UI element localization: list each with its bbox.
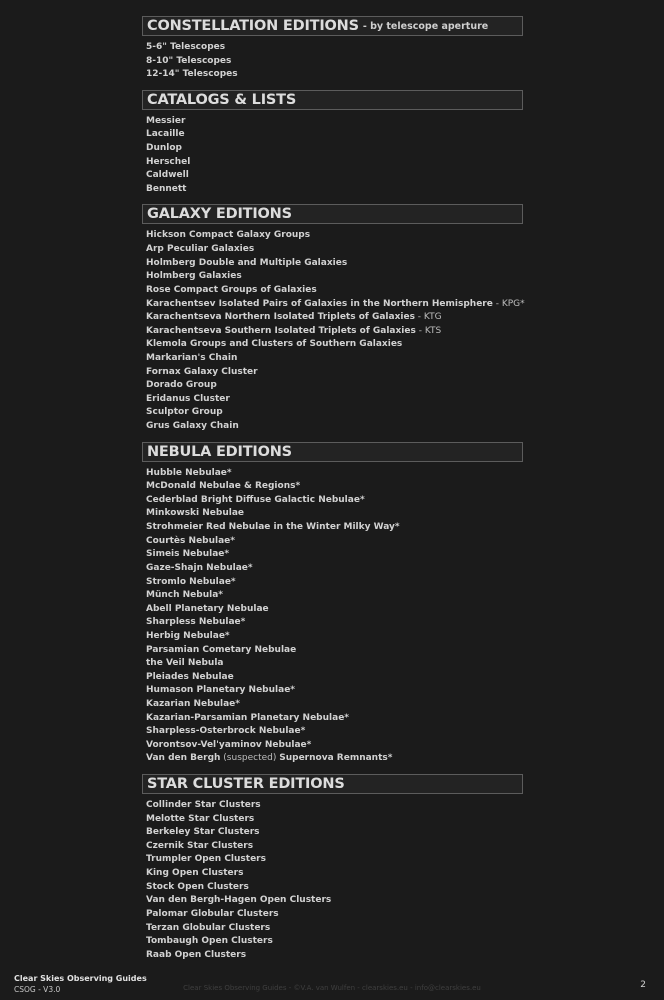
guide-link[interactable]: Cederblad Bright Diffuse Galactic Nebulae*	[146, 494, 365, 505]
section-header	[142, 774, 523, 794]
list-item	[146, 881, 523, 895]
guide-link[interactable]: Karachentsev Isolated Pairs of Galaxies in the Northern Hemisphere	[146, 298, 493, 309]
list-item	[146, 867, 523, 881]
section-constellation-editions	[142, 16, 523, 82]
guide-link[interactable]: Rose Compact Groups of Galaxies	[146, 284, 317, 295]
list-item	[146, 55, 523, 69]
list-item	[146, 712, 523, 726]
item-list	[142, 799, 523, 962]
list-item	[146, 41, 523, 55]
guide-link[interactable]: Tombaugh Open Clusters	[146, 936, 273, 947]
list-item	[146, 603, 523, 617]
guide-link[interactable]: 12-14" Telescopes	[146, 69, 238, 80]
guide-link[interactable]: Stock Open Clusters	[146, 881, 249, 892]
list-item	[146, 935, 523, 949]
list-item	[146, 494, 523, 508]
list-item	[146, 467, 523, 481]
guide-link[interactable]: Klemola Groups and Clusters of Southern Galaxies	[146, 339, 403, 350]
list-item	[146, 257, 523, 271]
guide-link[interactable]: Eridanus Cluster	[146, 393, 230, 404]
guide-link[interactable]: Trumpler Open Clusters	[146, 854, 266, 865]
guide-link[interactable]: Stromlo Nebulae*	[146, 576, 236, 587]
list-item	[146, 739, 523, 753]
guide-link[interactable]: Vorontsov-Vel'yaminov Nebulae*	[146, 739, 312, 750]
list-item	[146, 548, 523, 562]
guide-link[interactable]: Strohmeier Red Nebulae in the Winter Milky Way*	[146, 522, 400, 533]
list-item	[146, 853, 523, 867]
list-item	[146, 521, 523, 535]
item-list	[142, 229, 523, 433]
guide-link[interactable]: Hubble Nebulae*	[146, 467, 232, 478]
item-list	[142, 41, 523, 82]
item-note: (suspected)	[220, 753, 280, 764]
guide-link[interactable]: Karachentseva Northern Isolated Triplets of Galaxies	[146, 312, 415, 323]
guide-link[interactable]: Palomar Globular Clusters	[146, 908, 279, 919]
guide-link[interactable]: Sculptor Group	[146, 407, 223, 418]
guide-link[interactable]: Abell Planetary Nebulae	[146, 603, 269, 614]
guide-link[interactable]: Kazarian-Parsamian Planetary Nebulae*	[146, 712, 350, 723]
list-item	[146, 393, 523, 407]
item-list	[142, 115, 523, 197]
list-item	[146, 352, 523, 366]
guide-link[interactable]: King Open Clusters	[146, 868, 244, 879]
section-header	[142, 442, 523, 462]
guide-link[interactable]: Messier	[146, 115, 186, 126]
guide-link[interactable]: Dorado Group	[146, 380, 217, 391]
list-item	[146, 115, 523, 129]
footer-version: CSOG - V3.0	[14, 985, 61, 994]
list-item	[146, 894, 523, 908]
section-title: CATALOGS & LISTS	[147, 91, 297, 108]
list-item	[146, 325, 523, 339]
list-item	[146, 840, 523, 854]
guide-link[interactable]: Parsamian Cometary Nebulae	[146, 644, 297, 655]
guide-link[interactable]: Van den Bergh	[146, 753, 221, 764]
section-star-cluster-editions	[142, 774, 523, 962]
list-item	[146, 576, 523, 590]
list-item	[146, 311, 523, 325]
guide-index	[142, 16, 523, 970]
list-item	[146, 169, 523, 183]
list-item	[146, 507, 523, 521]
list-item	[146, 142, 523, 156]
guide-link[interactable]: Supernova Remnants*	[279, 753, 393, 764]
guide-link[interactable]: Markarian's Chain	[146, 352, 238, 363]
guide-link[interactable]: Münch Nebula*	[146, 590, 223, 601]
list-item	[146, 657, 523, 671]
guide-link[interactable]: Kazarian Nebulae*	[146, 698, 240, 709]
guide-link[interactable]: Fornax Galaxy Cluster	[146, 366, 258, 377]
guide-link[interactable]: Arp Peculiar Galaxies	[146, 244, 255, 255]
guide-link[interactable]: Czernik Star Clusters	[146, 840, 254, 851]
list-item	[146, 630, 523, 644]
section-title: STAR CLUSTER EDITIONS	[147, 776, 345, 793]
item-list	[142, 467, 523, 766]
guide-link[interactable]: Collinder Star Clusters	[146, 800, 261, 811]
list-item	[146, 128, 523, 142]
list-item	[146, 366, 523, 380]
list-item	[146, 480, 523, 494]
section-subtitle: - by telescope aperture	[362, 20, 489, 32]
list-item	[146, 379, 523, 393]
guide-link[interactable]: Herbig Nebulae*	[146, 630, 230, 641]
item-note: - KTG	[414, 312, 442, 323]
list-item	[146, 671, 523, 685]
guide-link[interactable]: Terzan Globular Clusters	[146, 922, 271, 933]
list-item	[146, 698, 523, 712]
item-note: - KTS	[415, 325, 442, 336]
list-item	[146, 420, 523, 434]
guide-link[interactable]: McDonald Nebulae & Regions*	[146, 481, 301, 492]
guide-link[interactable]: Caldwell	[146, 170, 189, 181]
list-item	[146, 229, 523, 243]
section-title: NEBULA EDITIONS	[147, 443, 292, 460]
guide-link[interactable]: Gaze-Shajn Nebulae*	[146, 562, 253, 573]
guide-link[interactable]: 5-6" Telescopes	[146, 42, 226, 52]
list-item	[146, 270, 523, 284]
guide-link[interactable]: Hickson Compact Galaxy Groups	[146, 230, 311, 241]
list-item	[146, 183, 523, 197]
page-number: 2	[640, 980, 646, 990]
guide-link[interactable]: Van den Bergh-Hagen Open Clusters	[146, 895, 332, 906]
list-item	[146, 949, 523, 963]
footer-credits: Clear Skies Observing Guides - ©V.A. van Wulfen - clearskies.eu - info@clearskies.eu	[183, 984, 481, 992]
list-item	[146, 908, 523, 922]
section-nebula-editions	[142, 442, 523, 766]
item-note: - KPG*	[492, 298, 525, 309]
guide-link[interactable]: Minkowski Nebulae	[146, 508, 244, 519]
guide-link[interactable]: Simeis Nebulae*	[146, 549, 230, 560]
list-item	[146, 284, 523, 298]
guide-link[interactable]: Holmberg Double and Multiple Galaxies	[146, 257, 348, 268]
guide-link[interactable]: Courtès Nebulae*	[146, 535, 235, 546]
guide-link[interactable]: 8-10" Telescopes	[146, 55, 232, 66]
section-header	[142, 90, 523, 110]
guide-link[interactable]: Melotte Star Clusters	[146, 813, 255, 824]
guide-link[interactable]: Karachentseva Southern Isolated Triplets of Galaxies	[146, 325, 416, 336]
guide-link[interactable]: Bennett	[146, 183, 187, 194]
guide-link[interactable]: Holmberg Galaxies	[146, 271, 242, 282]
list-item	[146, 616, 523, 630]
list-item	[146, 338, 523, 352]
guide-link[interactable]: Sharpless Nebulae*	[146, 617, 246, 628]
list-item	[146, 562, 523, 576]
guide-link[interactable]: Berkeley Star Clusters	[146, 827, 260, 838]
list-item	[146, 243, 523, 257]
list-item	[146, 156, 523, 170]
guide-link[interactable]: Herschel	[146, 156, 191, 167]
guide-link[interactable]: Sharpless-Osterbrock Nebulae*	[146, 726, 306, 737]
guide-link[interactable]: Grus Galaxy Chain	[146, 421, 239, 432]
section-title: GALAXY EDITIONS	[147, 206, 292, 223]
list-item	[146, 813, 523, 827]
guide-link[interactable]: Humason Planetary Nebulae*	[146, 685, 296, 696]
list-item	[146, 589, 523, 603]
footer-brand: Clear Skies Observing Guides	[14, 974, 147, 983]
section-header	[142, 16, 523, 36]
list-item	[146, 799, 523, 813]
guide-link[interactable]: the Veil Nebula	[146, 658, 224, 669]
guide-link[interactable]: Dunlop	[146, 143, 182, 154]
list-item	[146, 406, 523, 420]
list-item	[146, 725, 523, 739]
list-item	[146, 298, 523, 312]
list-item	[146, 752, 523, 766]
guide-link[interactable]: Lacaille	[146, 129, 185, 140]
section-header	[142, 204, 523, 224]
list-item	[146, 684, 523, 698]
guide-link[interactable]: Raab Open Clusters	[146, 949, 247, 960]
section-title: CONSTELLATION EDITIONS	[147, 18, 359, 34]
list-item	[146, 535, 523, 549]
list-item	[146, 68, 523, 82]
guide-link[interactable]: Pleiades Nebulae	[146, 671, 234, 682]
list-item	[146, 922, 523, 936]
list-item	[146, 644, 523, 658]
list-item	[146, 826, 523, 840]
section-galaxy-editions	[142, 204, 523, 433]
section-catalogs-lists	[142, 90, 523, 197]
